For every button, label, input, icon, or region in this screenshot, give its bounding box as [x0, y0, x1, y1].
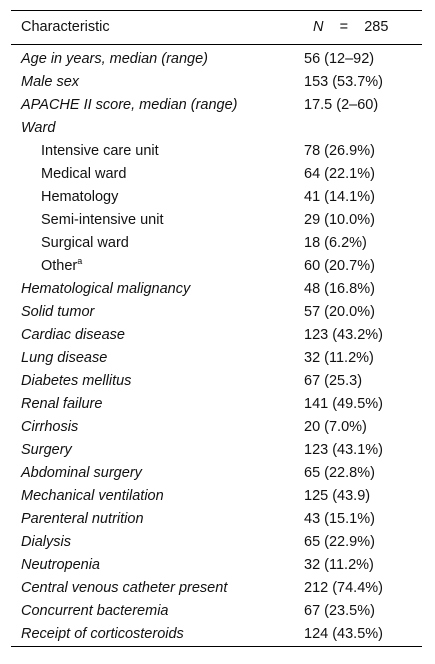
table-row	[11, 554, 422, 577]
table-row	[11, 301, 422, 324]
row-value: 212 (74.4%)	[304, 580, 383, 596]
row-label-text: Other	[41, 258, 78, 274]
row-value: 125 (43.9)	[304, 488, 371, 504]
row-label	[21, 120, 55, 136]
row-value: 48 (16.8%)	[304, 281, 375, 297]
row-label-text: Age in years, median (range)	[21, 51, 208, 67]
header-characteristic: Characteristic	[21, 19, 110, 35]
row-label-text: Receipt of corticosteroids	[21, 626, 184, 642]
row-label-text: Neutropenia	[21, 557, 100, 573]
table-row	[11, 163, 422, 186]
header-n-value: 285	[364, 19, 389, 35]
row-label	[21, 442, 72, 458]
table-row	[11, 416, 422, 439]
row-label-text: Diabetes mellitus	[21, 373, 132, 389]
row-label-text: Lung disease	[21, 350, 108, 366]
row-label-text: Mechanical ventilation	[21, 488, 164, 504]
row-value: 32 (11.2%)	[304, 350, 374, 366]
row-value: 78 (26.9%)	[304, 143, 375, 159]
table-row	[11, 324, 422, 347]
row-label-text: Medical ward	[41, 166, 127, 182]
table-row	[11, 623, 422, 646]
row-label	[21, 511, 144, 527]
row-value: 43 (15.1%)	[304, 511, 375, 527]
row-label-text: Cardiac disease	[21, 327, 125, 343]
table-row	[11, 577, 422, 600]
row-label-text: Concurrent bacteremia	[21, 603, 169, 619]
row-value: 32 (11.2%)	[304, 557, 374, 573]
table-row	[11, 370, 422, 393]
characteristics-table	[11, 10, 422, 647]
row-value: 124 (43.5%)	[304, 626, 383, 642]
row-value: 65 (22.9%)	[304, 534, 375, 550]
row-label	[41, 166, 126, 182]
row-value: 56 (12–92)	[304, 51, 375, 67]
row-value: 141 (49.5%)	[304, 396, 383, 412]
row-label-text: Abdominal surgery	[21, 465, 142, 481]
row-label	[21, 350, 107, 366]
row-label-text: Central venous catheter present	[21, 580, 228, 596]
table-row	[11, 462, 422, 485]
row-value: 67 (25.3)	[304, 373, 363, 389]
row-value: 64 (22.1%)	[304, 166, 375, 182]
table-row	[11, 140, 422, 163]
row-value: 123 (43.1%)	[304, 442, 383, 458]
row-label-text: Parenteral nutrition	[21, 511, 144, 527]
row-label	[41, 258, 82, 274]
row-label-text: APACHE II score, median (range)	[21, 97, 238, 113]
row-label	[21, 396, 102, 412]
row-label	[21, 465, 142, 481]
row-label	[21, 419, 78, 435]
row-label	[21, 97, 238, 113]
row-label	[41, 212, 164, 228]
row-label	[21, 327, 125, 343]
row-value: 123 (43.2%)	[304, 327, 383, 343]
table-body	[11, 45, 422, 646]
table-row	[11, 48, 422, 71]
table-row	[11, 508, 422, 531]
row-value: 18 (6.2%)	[304, 235, 367, 251]
row-label	[21, 281, 190, 297]
row-value: 29 (10.0%)	[304, 212, 375, 228]
row-value: 60 (20.7%)	[304, 258, 375, 274]
row-label	[41, 189, 118, 205]
row-value: 17.5 (2–60)	[304, 97, 379, 113]
row-label	[41, 235, 129, 251]
table-header	[11, 11, 422, 45]
row-value: 65 (22.8%)	[304, 465, 375, 481]
table-row	[11, 347, 422, 370]
table-row	[11, 439, 422, 462]
row-label-text: Dialysis	[21, 534, 71, 550]
row-label-text: Surgery	[21, 442, 72, 458]
row-label-text: Solid tumor	[21, 304, 95, 320]
row-value: 67 (23.5%)	[304, 603, 375, 619]
table-row	[11, 117, 422, 140]
row-value: 20 (7.0%)	[304, 419, 367, 435]
row-label	[21, 626, 184, 642]
row-label	[21, 580, 227, 596]
row-label-text: Renal failure	[21, 396, 103, 412]
table-row	[11, 209, 422, 232]
table-row	[11, 71, 422, 94]
table-row	[11, 232, 422, 255]
row-label-text: Hematology	[41, 189, 119, 205]
row-label-text: Ward	[21, 120, 56, 136]
row-label	[21, 373, 131, 389]
row-value: 153 (53.7%)	[304, 74, 383, 90]
row-label	[21, 534, 71, 550]
row-label	[21, 488, 164, 504]
header-n-equals: =	[339, 19, 349, 35]
row-label	[21, 304, 94, 320]
row-value: 41 (14.1%)	[304, 189, 375, 205]
row-value: 57 (20.0%)	[304, 304, 375, 320]
table-row	[11, 531, 422, 554]
row-label	[21, 603, 169, 619]
row-label	[21, 74, 79, 90]
header-n	[313, 19, 388, 35]
row-label-text: Cirrhosis	[21, 419, 79, 435]
table-row	[11, 94, 422, 117]
table-row	[11, 600, 422, 623]
table-row	[11, 278, 422, 301]
row-label-text: Intensive care unit	[41, 143, 159, 159]
table-row	[11, 485, 422, 508]
table-row	[11, 186, 422, 209]
table-row	[11, 393, 422, 416]
footnote-marker: a	[77, 256, 83, 267]
header-n-symbol: N	[313, 19, 324, 35]
table-row	[11, 255, 422, 278]
row-label-text: Semi-intensive unit	[41, 212, 164, 228]
row-label-text: Male sex	[21, 74, 80, 90]
row-label	[41, 143, 159, 159]
row-label	[21, 51, 208, 67]
row-label	[21, 557, 100, 573]
row-label-text: Hematological malignancy	[21, 281, 191, 297]
row-label-text: Surgical ward	[41, 235, 129, 251]
